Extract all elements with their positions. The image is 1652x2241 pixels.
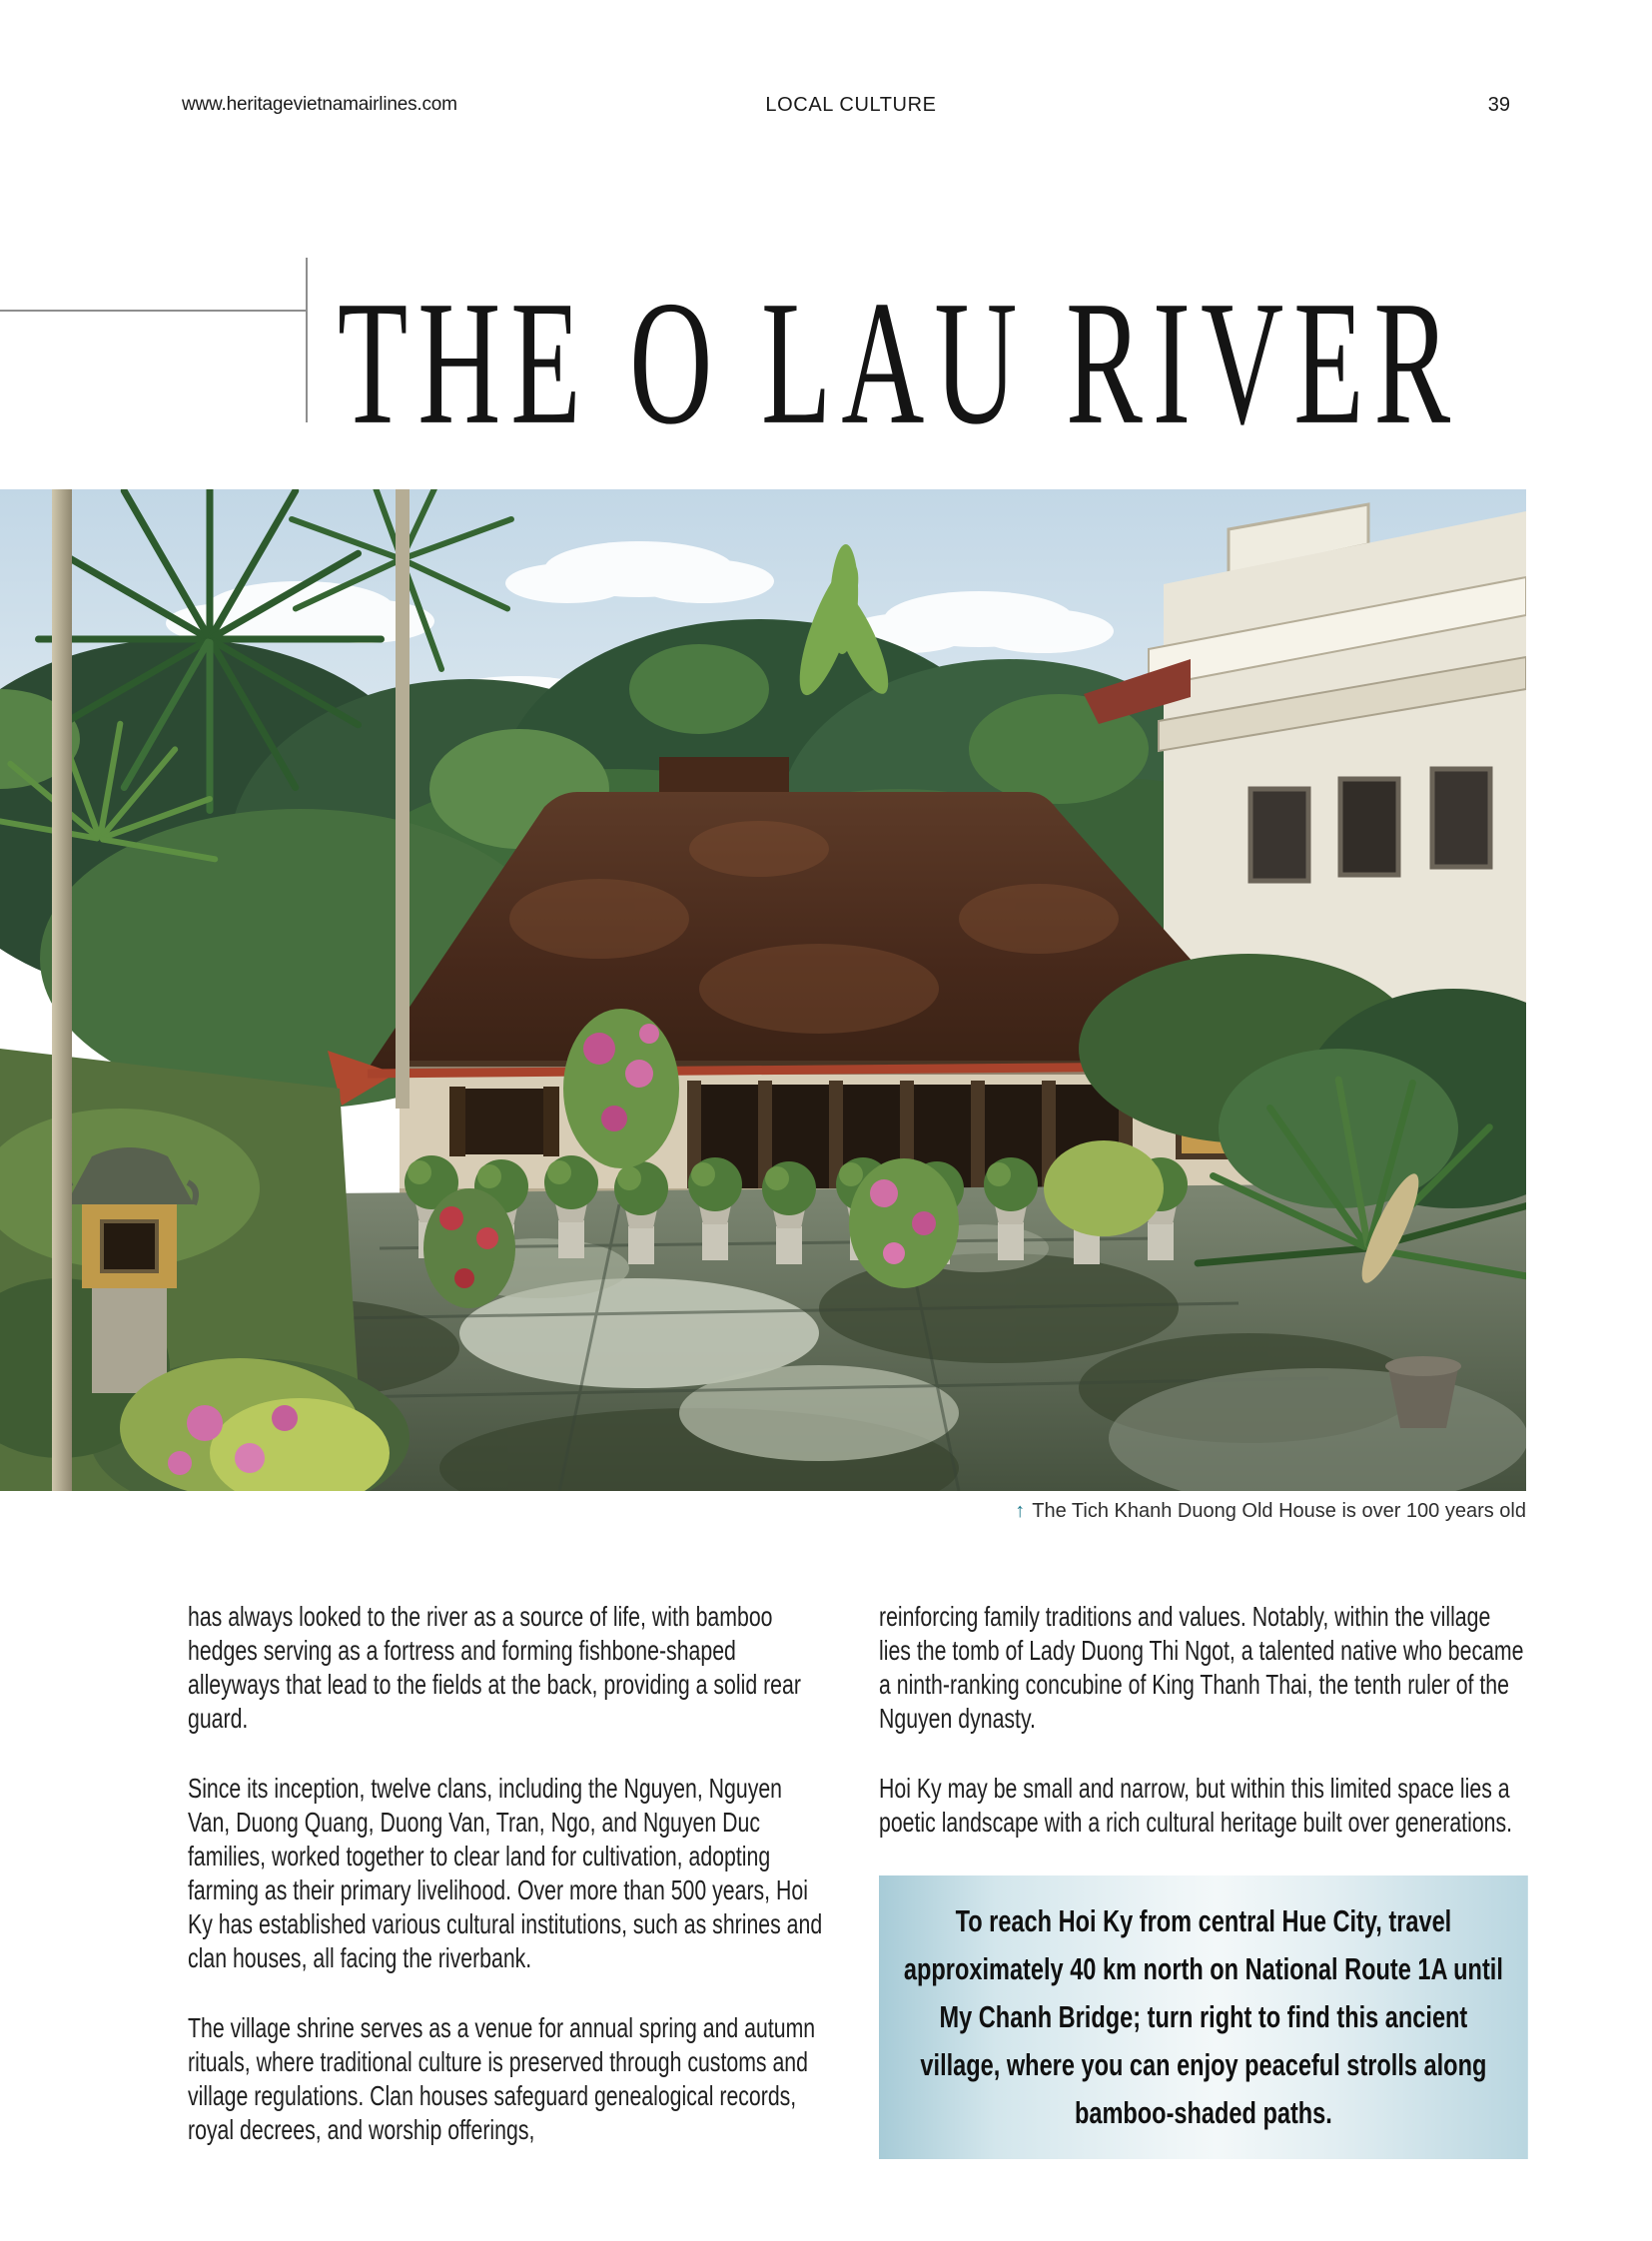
decorative-horizontal-rule	[0, 310, 307, 312]
page-title-svg	[338, 302, 1576, 441]
article-column-right	[879, 1600, 1528, 2159]
travel-infobox: To reach Hoi Ky from central Hue City, travel approximately 40 km north on National Route 1A until My Chanh Bridge; turn right to find this ancient village, where you can enjoy peaceful strolls along bamboo-shaded paths.	[879, 1875, 1528, 2159]
up-arrow-icon: ↑	[1015, 1500, 1026, 1522]
palm-trunk-left	[52, 489, 72, 1491]
paragraph: Since its inception, twelve clans, including the Nguyen, Nguyen Van, Duong Quang, Duong Van, Tran, Ngo, and Nguyen Duc families, worked together to clear land for cultivation, adopting farming as their primary livelihood. Over more than 500 years, Hoi Ky has established various cultural institutions, such as shrines and clan houses, all facing the riverbank.	[188, 1773, 823, 1973]
page-number: 39	[1487, 94, 1510, 116]
red-flower-pot	[423, 1188, 515, 1308]
yellow-green-bush	[1044, 1140, 1164, 1236]
photo-caption-text: The Tich Khanh Duong Old House is over 100 years old	[1032, 1500, 1526, 1522]
decorative-vertical-rule	[306, 258, 308, 422]
hero-photo	[0, 489, 1526, 1491]
site-url: www.heritagevietnamairlines.com	[182, 94, 457, 115]
paragraph: has always looked to the river as a source of life, with bamboo hedges serving as a fortress and forming fishbone-shaped alleyways that lead to the fields at the back, providing a solid rear guard.	[188, 1601, 801, 1734]
bougainvillea-center	[563, 1009, 679, 1168]
article-column-left	[188, 1600, 830, 2183]
roof-ridge-ornament	[659, 757, 789, 797]
paragraph: The village shrine serves as a venue for annual spring and autumn rituals, where traditional culture is preserved through customs and village regulations. Clan houses safeguard genealogical records, royal decrees, and worship offerings,	[188, 2012, 816, 2145]
left-window	[449, 1087, 559, 1156]
section-label: LOCAL CULTURE	[765, 94, 937, 116]
bougainvillea-right	[849, 1158, 959, 1288]
photo-caption	[1015, 1500, 1526, 1523]
page-title-text: THE O LAU RIVER	[338, 302, 1461, 441]
paragraph: Hoi Ky may be small and narrow, but within this limited space lies a poetic landscape with a rich cultural heritage built over generations.	[879, 1773, 1513, 1838]
paragraph: reinforcing family traditions and values. Notably, within the village lies the tomb of Lady Duong Thi Ngot, a talented native who became a ninth-ranking concubine of King Thanh Thai, the tenth ruler of the Nguyen dynasty.	[879, 1601, 1524, 1734]
page-title	[338, 302, 1576, 446]
hero-photo-illustration	[0, 489, 1526, 1491]
palm-trunk-center	[396, 489, 410, 1109]
